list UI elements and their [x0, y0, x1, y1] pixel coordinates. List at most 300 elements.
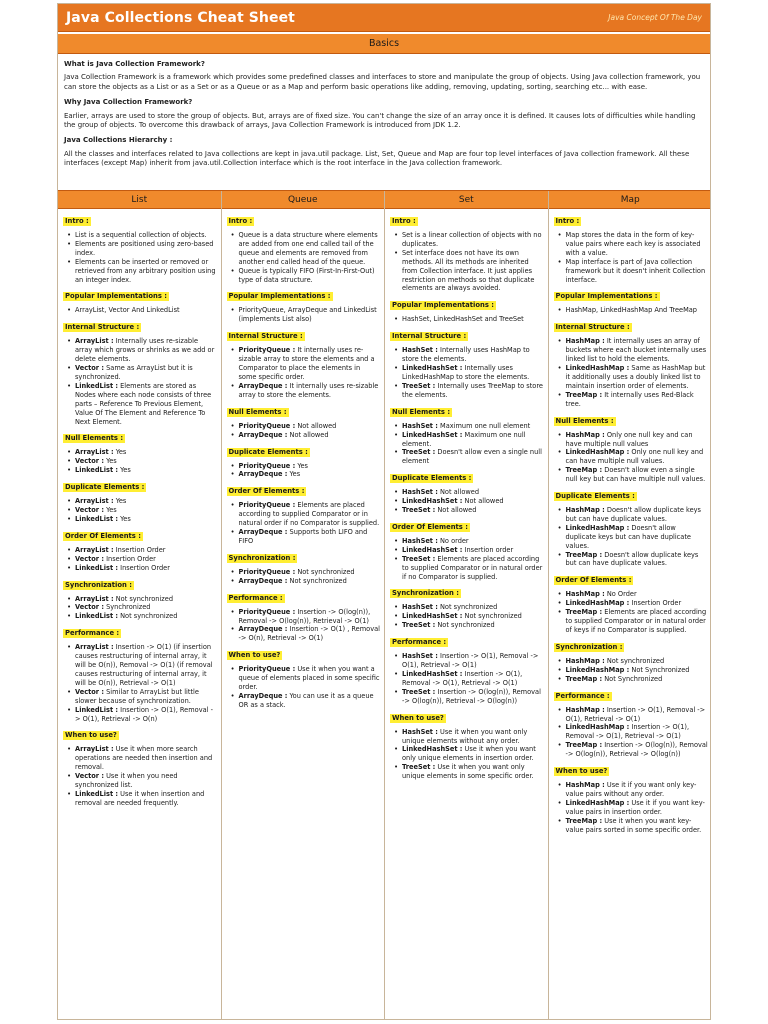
list-item — [65, 506, 217, 515]
item-text: Elements are placed according to supplied Comparator or in natural order if no Comparator is supplied. — [402, 554, 543, 581]
item-key: TreeMap : — [565, 674, 603, 683]
item-key: LinkedHashSet : — [402, 364, 463, 373]
list-item — [556, 448, 709, 466]
item-text: HashMap, LinkedHashMap And TreeMap — [565, 306, 697, 315]
list-item — [392, 603, 544, 612]
item-text: Only one null key and can have multiple null values. — [565, 448, 704, 466]
basics-heading: Basics — [58, 34, 710, 54]
item-text: Yes — [118, 466, 131, 475]
list-item — [556, 599, 709, 608]
section-list — [390, 603, 544, 630]
item-key: ArrayList : — [75, 545, 114, 554]
item-key: LinkedHashSet : — [402, 545, 463, 554]
column-list — [58, 191, 222, 1020]
section-list — [227, 346, 381, 399]
list-item — [392, 315, 544, 324]
item-key: ArrayList : — [75, 594, 114, 603]
section-label: Popular Implementations : — [65, 292, 167, 301]
item-key: LinkedList : — [75, 466, 119, 475]
item-text: Use it when you want only unique elements in insertion order. — [402, 745, 536, 763]
item-text: Elements are positioned using zero-based index. — [75, 239, 214, 257]
section-list — [63, 497, 217, 524]
item-key: HashMap : — [565, 705, 605, 714]
list-item — [65, 603, 217, 612]
list-item — [556, 706, 709, 724]
item-text: Yes — [118, 514, 131, 523]
list-item — [392, 488, 544, 497]
item-key: TreeMap : — [565, 550, 603, 559]
list-item — [65, 306, 217, 315]
list-item — [556, 781, 709, 799]
brand-link[interactable]: Java Concept Of The Day — [608, 13, 702, 22]
item-text: Not synchronized — [295, 567, 355, 576]
item-key: HashSet : — [402, 346, 438, 355]
column-header: Map — [549, 191, 712, 209]
section-label: Internal Structure : — [228, 332, 303, 341]
item-key: HashSet : — [402, 536, 438, 545]
list-item — [65, 706, 217, 724]
section-list — [554, 590, 709, 635]
section-label: Order Of Elements : — [555, 576, 632, 585]
item-text: Doesn't allow duplicate keys but can have duplicate values. — [565, 523, 691, 550]
item-key: ArrayDeque : — [238, 576, 288, 585]
list-item — [65, 595, 217, 604]
section-label: Intro : — [555, 217, 580, 225]
collections-table — [58, 190, 711, 1020]
section-label: Synchronization : — [65, 580, 132, 589]
list-item — [229, 608, 381, 626]
item-key: TreeMap : — [565, 390, 603, 399]
item-text: Not Synchronized — [629, 665, 690, 674]
column-map — [549, 191, 712, 1020]
list-item — [392, 231, 544, 249]
item-text: Maximum one null element. — [402, 430, 526, 448]
item-key: LinkedHashSet : — [402, 612, 463, 621]
item-key: HashMap : — [565, 430, 605, 439]
list-item — [392, 422, 544, 431]
list-item — [65, 612, 217, 621]
basics-question: Why Java Collection Framework? — [64, 98, 193, 107]
section-list — [390, 537, 544, 582]
list-item — [556, 231, 709, 258]
section-label: Duplicate Elements : — [555, 492, 635, 501]
list-item — [392, 497, 544, 506]
item-key: Vector : — [75, 603, 104, 612]
item-text: Synchronized — [104, 603, 151, 612]
list-item — [229, 346, 381, 382]
section-label: Popular Implementations : — [228, 292, 331, 301]
item-text: Use it if you want key-value pairs in insertion order. — [565, 798, 705, 816]
list-item — [556, 431, 709, 449]
item-text: Elements are stored as Nodes where each node consists of three parts – Reference To Previous Element, Value Of The Element and Reference To Next Element. — [75, 381, 212, 426]
section-list — [227, 231, 381, 284]
section-label: Duplicate Elements : — [392, 474, 472, 483]
section-list — [63, 595, 217, 622]
section-label: Performance : — [555, 691, 610, 700]
list-item — [65, 231, 217, 240]
list-item — [65, 457, 217, 466]
section-list — [227, 665, 381, 710]
section-label: Internal Structure : — [392, 332, 467, 341]
item-text: Insertion -> O(1), Removal -> O(1), Retrieval -> O(1) — [565, 723, 690, 741]
item-text: Insertion -> O(log(n)), Removal -> O(log(n)), Retrieval -> O(log(n)) — [565, 741, 708, 759]
section-label: Performance : — [392, 638, 447, 647]
item-text: Insertion Order — [113, 545, 166, 554]
list-item — [229, 431, 381, 440]
item-key: HashMap : — [565, 656, 605, 665]
list-item — [392, 688, 544, 706]
list-item — [392, 382, 544, 400]
list-item — [556, 666, 709, 675]
basics-question: What is Java Collection Framework? — [64, 60, 205, 68]
item-text: Not synchronized — [287, 576, 347, 585]
item-key: HashSet : — [402, 421, 438, 430]
list-item — [229, 231, 381, 267]
section-label: Popular Implementations : — [555, 292, 658, 301]
item-key: LinkedList : — [75, 612, 119, 621]
section-list — [554, 781, 709, 834]
item-key: ArrayDeque : — [238, 625, 288, 634]
list-item — [556, 657, 709, 666]
item-text: Yes — [104, 506, 117, 515]
item-text: HashSet, LinkedHashSet and TreeSet — [402, 315, 524, 324]
item-text: List is a sequential collection of objects. — [75, 231, 207, 239]
section-list — [63, 337, 217, 426]
column-body — [58, 209, 221, 808]
list-item — [392, 612, 544, 621]
item-text: Not synchronized — [604, 656, 665, 665]
section-label: Popular Implementations : — [392, 301, 494, 310]
section-list — [227, 306, 381, 324]
item-text: Use it when more search operations are needed then insertion and removal. — [75, 745, 213, 772]
item-text: Insertion -> O(1), Removal -> O(1), Retrieval -> O(n) — [75, 705, 213, 723]
item-key: TreeMap : — [565, 816, 603, 825]
section-list — [390, 231, 544, 293]
list-item — [65, 643, 217, 688]
item-key: HashSet : — [402, 652, 438, 661]
item-text: Maximum one null element — [437, 421, 531, 430]
item-key: PriorityQueue : — [238, 567, 296, 576]
section-label: Order Of Elements : — [392, 522, 468, 531]
item-text: Queue is a data structure where elements are added from one end called tail of the queue and elements are removed from another end called head of the queue. — [238, 231, 378, 266]
basics-answer: Java Collection Framework is a framework which provides some predefined classes and interfaces to store and manipulate the group of objects. Using Java collection framework, you can store the objects as a List or as a Set or as a Queue or as a Map and perform basic operations like adding, removing, updating, sorting, searching etc... with ease. — [64, 73, 701, 91]
item-text: Internally uses TreeMap to store the elements. — [402, 381, 543, 399]
item-text: Not allowed — [287, 430, 329, 439]
list-item — [229, 422, 381, 431]
item-key: TreeMap : — [565, 466, 603, 475]
item-key: LinkedList : — [75, 563, 119, 572]
list-item — [229, 528, 381, 546]
column-queue — [222, 191, 386, 1020]
item-key: LinkedHashSet : — [402, 430, 463, 439]
section-list — [227, 501, 381, 546]
item-text: Yes — [295, 461, 308, 470]
item-key: LinkedHashSet : — [402, 670, 463, 678]
item-key: TreeSet : — [402, 621, 436, 630]
item-key: ArrayList : — [75, 745, 114, 754]
list-item — [65, 382, 217, 427]
item-key: PriorityQueue : — [238, 421, 296, 430]
basics-answer: All the classes and interfaces related to Java collections are kept in java.util package. List, Set, Queue and Map are four top level interfaces of Java collection framework. All these interfaces (except Map) inherit from java.util.Collection interface which is the root interface in the Java collection framework. — [64, 149, 690, 168]
list-item — [229, 692, 381, 710]
section-list — [390, 488, 544, 515]
page-title: Java Collections Cheat Sheet — [66, 9, 295, 26]
section-label: Null Elements : — [228, 407, 287, 416]
item-key: HashSet : — [402, 488, 438, 497]
item-text: Yes — [287, 470, 301, 479]
item-text: Insertion -> O(log(n)), Removal -> O(log(n)), Retrieval -> O(1) — [238, 607, 371, 625]
item-key: Vector : — [75, 772, 104, 781]
list-item — [65, 688, 217, 706]
item-text: Not synchronized — [437, 603, 498, 612]
item-text: Similar to ArrayList but little slower because of synchronization. — [75, 687, 199, 705]
section-list — [554, 231, 709, 284]
list-item — [556, 337, 709, 364]
section-list — [390, 652, 544, 705]
item-text: Not Synchronized — [602, 674, 663, 683]
list-item — [556, 466, 709, 484]
column-set — [385, 191, 549, 1020]
list-item — [392, 621, 544, 630]
item-key: Vector : — [75, 554, 104, 563]
item-text: Insertion -> O(1) (if insertion causes restructuring of internal array, it will be O(n)), Removal -> O(1) (if removal causes restructuring of internal array, it will be O(n)), Retrieval -> O(1) — [75, 643, 213, 687]
item-text: Doesn't allow even a single null key but can have multiple null values. — [565, 466, 706, 484]
item-key: ArrayList : — [75, 643, 114, 652]
section-list — [63, 448, 217, 475]
column-body — [222, 209, 385, 710]
list-item — [392, 546, 544, 555]
item-text: Insertion -> O(1), Removal -> O(1), Retrieval -> O(1) — [402, 670, 523, 687]
item-key: LinkedHashSet : — [402, 745, 463, 754]
item-text: Queue is typically FIFO (First-In-First-Out) type of data structure. — [238, 266, 375, 284]
list-item — [65, 258, 217, 285]
list-item — [392, 728, 544, 746]
list-item — [556, 524, 709, 551]
section-list — [390, 422, 544, 467]
section-label: When to use? — [392, 713, 444, 722]
item-key: Vector : — [75, 457, 104, 466]
item-key: TreeSet : — [402, 687, 436, 696]
list-item — [65, 337, 217, 364]
list-item — [556, 258, 709, 285]
list-item — [556, 608, 709, 635]
item-text: Use it when insertion and removal are needed frequently. — [75, 789, 205, 807]
column-body — [385, 209, 548, 781]
item-text: You can use it as a queue OR as a stack. — [238, 692, 374, 709]
item-text: ArrayList, Vector And LinkedList — [75, 306, 180, 315]
item-key: TreeSet : — [402, 448, 436, 457]
item-text: Yes — [104, 457, 117, 466]
list-item — [229, 665, 381, 692]
item-key: ArrayDeque : — [238, 528, 288, 537]
item-key: LinkedHashMap : — [565, 723, 630, 732]
list-item — [229, 382, 381, 400]
item-text: Not synchronized — [462, 612, 522, 621]
section-label: Intro : — [65, 217, 89, 225]
item-text: It internally uses re-sizable array to store the elements. — [238, 381, 379, 399]
column-body — [549, 209, 712, 835]
list-item — [65, 466, 217, 475]
item-text: Insertion order — [462, 545, 514, 554]
section-label: When to use? — [228, 651, 281, 660]
list-item — [65, 555, 217, 564]
item-text: Map stores the data in the form of key-value pairs where each key is associated with a value. — [565, 231, 701, 257]
basics-question: Java Collections Hierarchy : — [64, 136, 173, 145]
list-item — [65, 745, 217, 772]
list-item — [65, 448, 217, 457]
list-item — [229, 501, 381, 528]
list-item — [392, 763, 544, 781]
section-list — [227, 422, 381, 440]
item-text: Insertion -> O(1), Removal -> O(1), Retrieval -> O(1) — [565, 705, 706, 723]
item-text: Same as HashMap but it additionally uses a doubly linked list to maintain insertion order of elements. — [565, 364, 706, 390]
section-label: Performance : — [228, 593, 283, 602]
item-text: No order — [437, 536, 469, 545]
item-text: Map interface is part of Java collection framework but it doesn't inherit Collection interface. — [565, 257, 706, 284]
item-text: Use it when you need synchronized list. — [75, 772, 178, 790]
item-text: No Order — [604, 590, 637, 599]
list-item — [556, 723, 709, 741]
basics-section — [58, 54, 710, 181]
item-text: Elements can be inserted or removed or retrieved from any arbitrary position using an integer index. — [75, 257, 216, 284]
list-item — [392, 448, 544, 466]
list-item — [229, 577, 381, 586]
item-key: LinkedList : — [75, 705, 119, 714]
item-key: ArrayList : — [75, 497, 114, 506]
item-text: Use it when you want only unique elements without any order. — [402, 727, 528, 745]
title-bar — [58, 4, 710, 32]
item-text: Insertion -> O(1) , Removal -> O(n), Retrieval -> O(1) — [238, 625, 380, 643]
section-label: Duplicate Elements : — [65, 483, 145, 492]
item-key: TreeSet : — [402, 763, 436, 772]
list-item — [392, 537, 544, 546]
section-list — [63, 643, 217, 723]
list-item — [556, 506, 709, 524]
item-key: LinkedHashMap : — [565, 599, 630, 608]
section-label: Synchronization : — [555, 642, 623, 651]
item-text: PriorityQueue, ArrayDeque and LinkedList (implements List also) — [238, 306, 377, 324]
section-list — [554, 337, 709, 408]
list-item — [65, 364, 217, 382]
list-item — [229, 625, 381, 643]
item-text: Internally uses HashMap to store the elements. — [402, 346, 530, 364]
item-key: PriorityQueue : — [238, 461, 296, 470]
list-item — [65, 515, 217, 524]
item-key: LinkedHashMap : — [565, 448, 630, 457]
item-text: Use it when you want key-value pairs sorted in some specific order. — [565, 816, 702, 834]
list-item — [392, 364, 544, 382]
item-text: Insertion -> O(log(n)), Removal -> O(log(n)), Retrieval -> O(log(n)) — [402, 687, 541, 705]
item-key: LinkedList : — [75, 381, 119, 390]
list-item — [556, 364, 709, 391]
item-text: Internally uses re-sizable array which grows or shrinks as we add or delete elements. — [75, 337, 215, 364]
list-item — [392, 431, 544, 449]
list-item — [229, 267, 381, 285]
item-text: Use it if you want only key-value pairs without any order. — [565, 781, 697, 798]
item-key: TreeSet : — [402, 506, 436, 515]
section-label: Synchronization : — [228, 553, 296, 562]
section-list — [390, 315, 544, 324]
item-key: LinkedHashMap : — [565, 798, 630, 807]
list-item — [392, 249, 544, 294]
item-text: Insertion Order — [629, 599, 682, 608]
section-label: Intro : — [228, 217, 253, 225]
section-list — [554, 431, 709, 484]
list-item — [65, 564, 217, 573]
item-text: Set is a linear collection of objects with no duplicates. — [402, 231, 542, 248]
item-text: It internally uses re-sizable array to store the elements and a Comparator to place the elements in some specific order. — [238, 346, 375, 381]
list-item — [392, 745, 544, 763]
item-key: HashSet : — [402, 603, 438, 612]
item-key: TreeMap : — [565, 741, 603, 750]
item-key: LinkedHashMap : — [565, 665, 630, 674]
section-list — [227, 462, 381, 480]
list-item — [65, 790, 217, 808]
section-label: Duplicate Elements : — [228, 447, 308, 456]
item-key: LinkedList : — [75, 789, 119, 798]
list-item — [229, 568, 381, 577]
section-label: When to use? — [555, 767, 608, 776]
section-label: Performance : — [65, 629, 120, 638]
list-item — [392, 555, 544, 582]
item-key: ArrayDeque : — [238, 430, 288, 439]
item-text: Not allowed — [435, 506, 477, 515]
item-key: PriorityQueue : — [238, 665, 296, 674]
item-text: Only one null key and can have multiple null values — [565, 430, 693, 448]
section-label: Null Elements : — [65, 434, 124, 443]
item-text: Not synchronized — [435, 621, 495, 630]
item-key: ArrayDeque : — [238, 692, 288, 700]
item-key: ArrayList : — [75, 448, 114, 457]
section-list — [227, 568, 381, 586]
item-key: PriorityQueue : — [238, 607, 296, 616]
item-text: It internally uses an array of buckets where each bucket internally uses linked list to hold the elements. — [565, 337, 707, 364]
list-item — [229, 306, 381, 324]
item-text: Insertion Order — [118, 563, 170, 572]
item-key: HashSet : — [402, 727, 438, 736]
section-list — [554, 306, 709, 315]
section-label: Order Of Elements : — [228, 487, 305, 496]
item-text: Set interface does not have its own methods. All its methods are inherited from Collection interface. It just applies restriction on methods so that duplicate elements are always avoided. — [402, 248, 535, 293]
item-text: It internally uses Red-Black tree. — [565, 390, 694, 408]
section-list — [554, 706, 709, 759]
section-label: Order Of Elements : — [65, 531, 141, 540]
item-text: Not synchronized — [113, 594, 174, 603]
cheat-sheet — [57, 3, 711, 1020]
item-key: PriorityQueue : — [238, 501, 296, 510]
section-list — [554, 657, 709, 684]
item-key: LinkedHashSet : — [402, 497, 463, 506]
section-list — [390, 346, 544, 399]
section-list — [63, 745, 217, 807]
item-key: TreeSet : — [402, 381, 436, 390]
section-list — [554, 506, 709, 568]
item-key: ArrayList : — [75, 337, 114, 346]
item-key: ArrayDeque : — [238, 381, 288, 390]
item-key: LinkedHashMap : — [565, 523, 630, 532]
item-text: Doesn't allow duplicate keys but can have duplicate values. — [565, 506, 701, 523]
basics-answer: Earlier, arrays are used to store the group of objects. But, arrays are of fixed size. You can't change the size of an array once it is defined. It causes lots of difficulties while handling the group of objects. To overcome this drawback of arrays, Java Collection Framework is introduced from JDK 1.2. — [64, 111, 696, 130]
list-item — [392, 346, 544, 364]
item-key: LinkedHashMap : — [565, 364, 630, 373]
list-item — [556, 817, 709, 835]
item-text: Insertion -> O(1), Removal -> O(1), Retrieval -> O(1) — [402, 652, 539, 670]
list-item — [556, 551, 709, 569]
section-label: Intro : — [392, 217, 416, 225]
list-item — [229, 470, 381, 479]
section-label: Null Elements : — [392, 407, 451, 416]
item-text: Use it when you want a queue of elements placed in some specific order. — [238, 665, 380, 692]
